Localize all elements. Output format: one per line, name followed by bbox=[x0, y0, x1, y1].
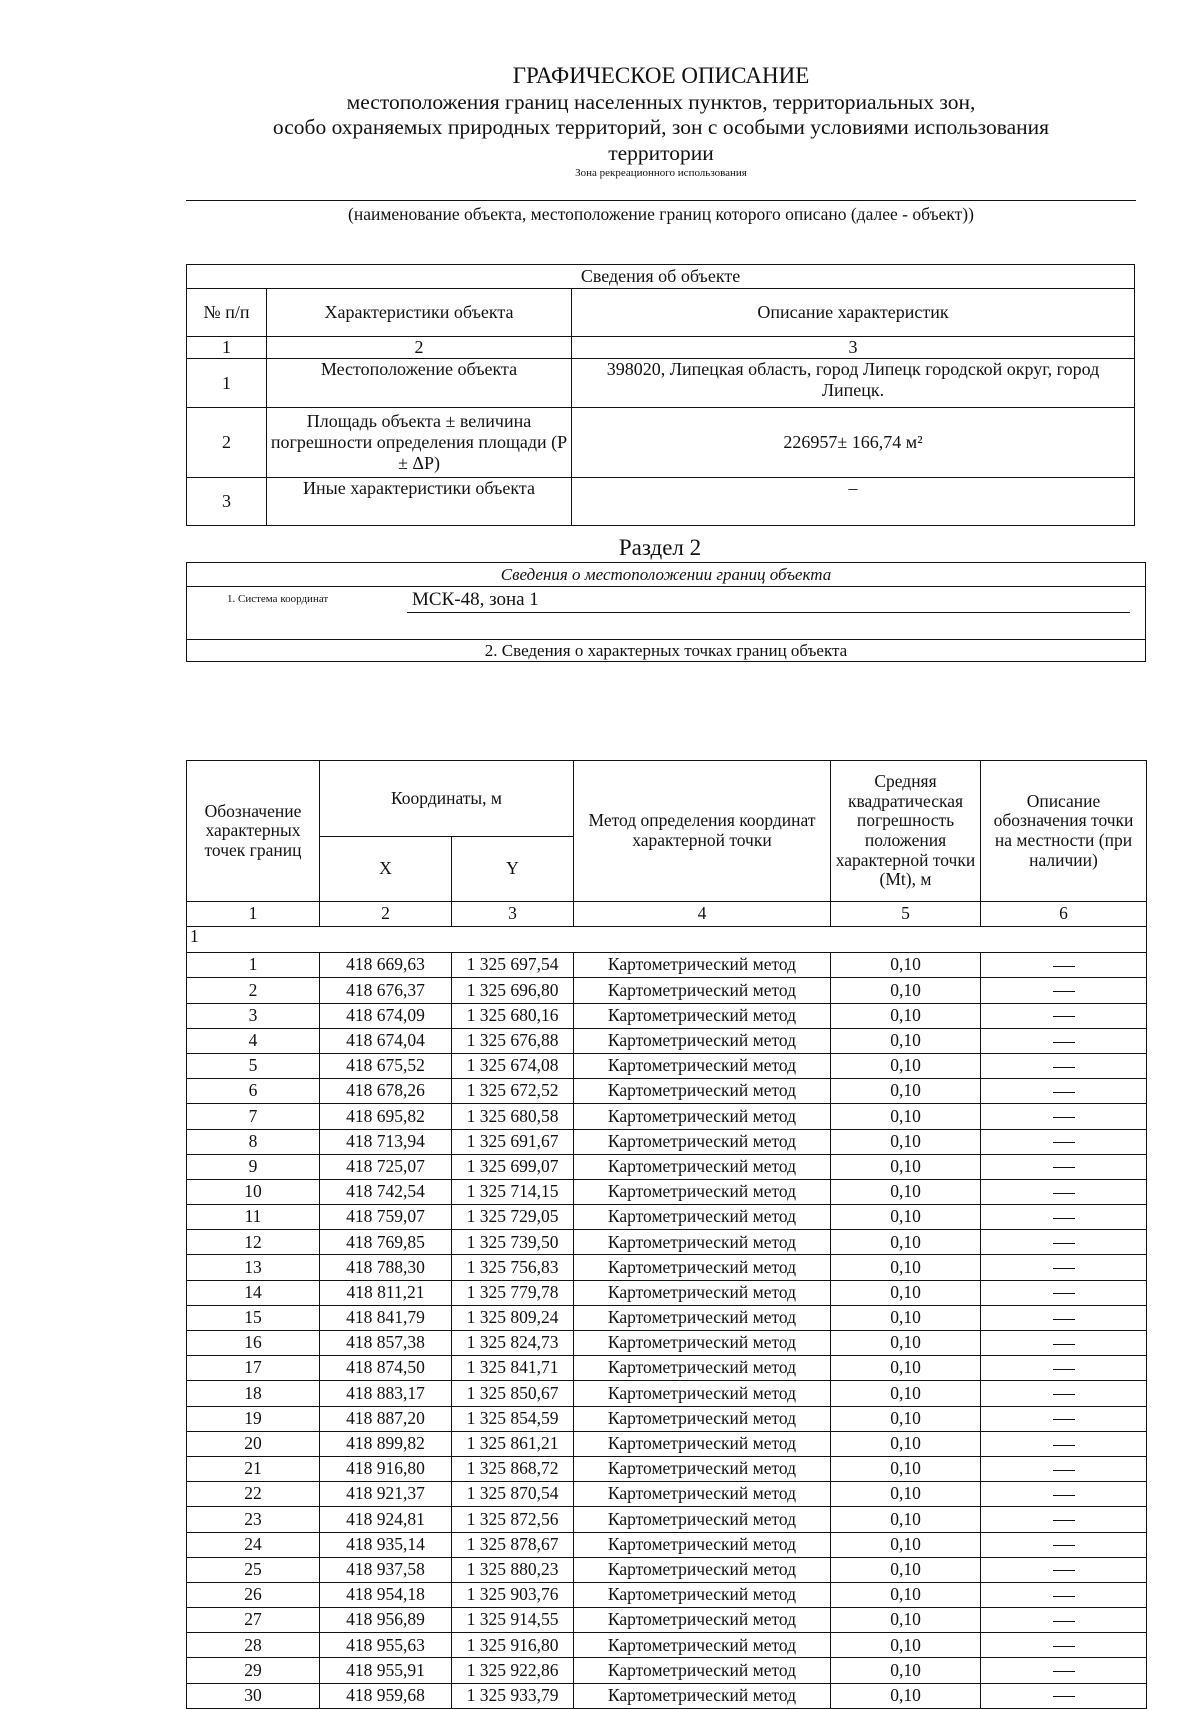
row-characteristic: Местоположение объекта bbox=[267, 359, 572, 408]
error-value: 0,10 bbox=[831, 1255, 981, 1280]
coord-x: 418 924,81 bbox=[320, 1507, 452, 1532]
dash-mark bbox=[1053, 1419, 1075, 1420]
method: Картометрический метод bbox=[574, 1633, 831, 1658]
table-row bbox=[187, 1507, 1147, 1532]
coord-x: 418 742,54 bbox=[320, 1179, 452, 1204]
table-row bbox=[187, 1179, 1147, 1204]
description bbox=[981, 1003, 1147, 1028]
method: Картометрический метод bbox=[574, 1154, 831, 1179]
name-caption: (наименование объекта, местоположение границ которого описано (далее - объект)) bbox=[348, 204, 974, 224]
error-value: 0,10 bbox=[831, 1179, 981, 1204]
method: Картометрический метод bbox=[574, 1053, 831, 1078]
table-row bbox=[187, 1633, 1147, 1658]
table-row bbox=[187, 1028, 1147, 1053]
description bbox=[981, 1658, 1147, 1683]
point-number: 11 bbox=[187, 1205, 320, 1230]
header-method: Метод определения координат характерной точки bbox=[574, 761, 831, 902]
dash-mark bbox=[1053, 1369, 1075, 1370]
error-value: 0,10 bbox=[831, 1456, 981, 1481]
dash-mark bbox=[1053, 1621, 1075, 1622]
dash-mark bbox=[1053, 1570, 1075, 1571]
method: Картометрический метод bbox=[574, 1608, 831, 1633]
row-description: 398020, Липецкая область, город Липецк городской округ, город Липецк. bbox=[572, 359, 1135, 408]
coord-y: 1 325 676,88 bbox=[452, 1028, 574, 1053]
row-number: 1 bbox=[187, 359, 267, 408]
col-index: 4 bbox=[574, 902, 831, 927]
method: Картометрический метод bbox=[574, 1406, 831, 1431]
coord-y: 1 325 868,72 bbox=[452, 1456, 574, 1481]
method: Картометрический метод bbox=[574, 978, 831, 1003]
table-row bbox=[187, 1280, 1147, 1305]
description bbox=[981, 1507, 1147, 1532]
error-value: 0,10 bbox=[831, 953, 981, 978]
point-number: 27 bbox=[187, 1608, 320, 1633]
coord-x: 418 956,89 bbox=[320, 1608, 452, 1633]
col-index: 3 bbox=[452, 902, 574, 927]
dash-mark bbox=[1053, 1042, 1075, 1043]
coord-y: 1 325 850,67 bbox=[452, 1381, 574, 1406]
error-value: 0,10 bbox=[831, 1406, 981, 1431]
col-header-num: № п/п bbox=[187, 289, 267, 337]
header-line-2: особо охраняемых природных территорий, зон с особыми условиями использования bbox=[272, 115, 1050, 140]
method: Картометрический метод bbox=[574, 1482, 831, 1507]
coord-y: 1 325 691,67 bbox=[452, 1129, 574, 1154]
method: Картометрический метод bbox=[574, 1532, 831, 1557]
table-row bbox=[187, 1305, 1147, 1330]
row-description: – bbox=[572, 478, 1135, 526]
error-value: 0,10 bbox=[831, 1205, 981, 1230]
col-index: 1 bbox=[187, 902, 320, 927]
method: Картометрический метод bbox=[574, 1255, 831, 1280]
method: Картометрический метод bbox=[574, 1280, 831, 1305]
description bbox=[981, 1104, 1147, 1129]
dash-mark bbox=[1053, 1545, 1075, 1546]
coordinate-system-underline bbox=[407, 612, 1130, 613]
description bbox=[981, 1179, 1147, 1204]
header-description: Описание обозначения точки на местности (при наличии) bbox=[981, 761, 1147, 902]
dash-mark bbox=[1053, 1671, 1075, 1672]
description bbox=[981, 1532, 1147, 1557]
table-row bbox=[187, 1053, 1147, 1078]
error-value: 0,10 bbox=[831, 1356, 981, 1381]
method: Картометрический метод bbox=[574, 1129, 831, 1154]
coord-x: 418 669,63 bbox=[320, 953, 452, 978]
coord-x: 418 695,82 bbox=[320, 1104, 452, 1129]
method: Картометрический метод bbox=[574, 1003, 831, 1028]
table-row bbox=[187, 1205, 1147, 1230]
section-subtitle: Сведения о местоположении границ объекта bbox=[187, 563, 1146, 587]
dash-mark bbox=[1053, 1142, 1075, 1143]
coord-y: 1 325 714,15 bbox=[452, 1179, 574, 1204]
coordinate-system-row bbox=[187, 587, 1145, 639]
method: Картометрический метод bbox=[574, 1557, 831, 1582]
table-row bbox=[187, 978, 1147, 1003]
error-value: 0,10 bbox=[831, 1582, 981, 1607]
dash-mark bbox=[1053, 1344, 1075, 1345]
coord-x: 418 916,80 bbox=[320, 1456, 452, 1481]
description bbox=[981, 1406, 1147, 1431]
row-number: 3 bbox=[187, 478, 267, 526]
description bbox=[981, 1154, 1147, 1179]
method: Картометрический метод bbox=[574, 1331, 831, 1356]
table-row bbox=[187, 1557, 1147, 1582]
coord-x: 418 676,37 bbox=[320, 978, 452, 1003]
dash-mark bbox=[1053, 1016, 1075, 1017]
error-value: 0,10 bbox=[831, 1381, 981, 1406]
description bbox=[981, 978, 1147, 1003]
dash-mark bbox=[1053, 1167, 1075, 1168]
col-index: 2 bbox=[320, 902, 452, 927]
table-row bbox=[187, 1104, 1147, 1129]
table-row bbox=[187, 1608, 1147, 1633]
col-index: 5 bbox=[831, 902, 981, 927]
dash-mark bbox=[1053, 1520, 1075, 1521]
table-row bbox=[187, 1331, 1147, 1356]
coord-x: 418 937,58 bbox=[320, 1557, 452, 1582]
contour-number: 1 bbox=[187, 927, 1147, 953]
point-number: 25 bbox=[187, 1557, 320, 1582]
error-value: 0,10 bbox=[831, 1532, 981, 1557]
description bbox=[981, 1331, 1147, 1356]
error-value: 0,10 bbox=[831, 1557, 981, 1582]
dash-mark bbox=[1053, 1445, 1075, 1446]
coord-y: 1 325 699,07 bbox=[452, 1154, 574, 1179]
error-value: 0,10 bbox=[831, 1331, 981, 1356]
method: Картометрический метод bbox=[574, 1507, 831, 1532]
error-value: 0,10 bbox=[831, 1028, 981, 1053]
method: Картометрический метод bbox=[574, 1381, 831, 1406]
coord-x: 418 788,30 bbox=[320, 1255, 452, 1280]
row-number: 2 bbox=[187, 408, 267, 478]
error-value: 0,10 bbox=[831, 1658, 981, 1683]
error-value: 0,10 bbox=[831, 1431, 981, 1456]
header-point: Обозначение характерных точек границ bbox=[187, 761, 320, 902]
point-number: 7 bbox=[187, 1104, 320, 1129]
dash-mark bbox=[1053, 1067, 1075, 1068]
dash-mark bbox=[1053, 1394, 1075, 1395]
coord-x: 418 713,94 bbox=[320, 1129, 452, 1154]
coord-x: 418 921,37 bbox=[320, 1482, 452, 1507]
coord-x: 418 759,07 bbox=[320, 1205, 452, 1230]
coord-y: 1 325 933,79 bbox=[452, 1683, 574, 1708]
coord-y: 1 325 841,71 bbox=[452, 1356, 574, 1381]
coord-y: 1 325 680,58 bbox=[452, 1104, 574, 1129]
error-value: 0,10 bbox=[831, 1154, 981, 1179]
coord-y: 1 325 903,76 bbox=[452, 1582, 574, 1607]
table-row bbox=[187, 1356, 1147, 1381]
point-number: 13 bbox=[187, 1255, 320, 1280]
error-value: 0,10 bbox=[831, 1104, 981, 1129]
error-value: 0,10 bbox=[831, 1003, 981, 1028]
object-name: Зона рекреационного использования bbox=[575, 166, 747, 179]
point-number: 22 bbox=[187, 1482, 320, 1507]
description bbox=[981, 1456, 1147, 1481]
dash-mark bbox=[1053, 1596, 1075, 1597]
description bbox=[981, 1582, 1147, 1607]
points-table bbox=[186, 760, 1147, 1709]
table-row bbox=[187, 1431, 1147, 1456]
method: Картометрический метод bbox=[574, 1582, 831, 1607]
coord-x: 418 769,85 bbox=[320, 1230, 452, 1255]
error-value: 0,10 bbox=[831, 978, 981, 1003]
point-number: 15 bbox=[187, 1305, 320, 1330]
coord-x: 418 841,79 bbox=[320, 1305, 452, 1330]
method: Картометрический метод bbox=[574, 1305, 831, 1330]
header-line-1: местоположения границ населенных пунктов, территориальных зон, bbox=[346, 89, 976, 114]
description bbox=[981, 953, 1147, 978]
coord-y: 1 325 878,67 bbox=[452, 1532, 574, 1557]
dash-mark bbox=[1053, 991, 1075, 992]
header-line-3: территории bbox=[608, 141, 714, 166]
coord-y: 1 325 674,08 bbox=[452, 1053, 574, 1078]
description bbox=[981, 1205, 1147, 1230]
description bbox=[981, 1356, 1147, 1381]
description bbox=[981, 1028, 1147, 1053]
error-value: 0,10 bbox=[831, 1280, 981, 1305]
coord-y: 1 325 696,80 bbox=[452, 978, 574, 1003]
dash-mark bbox=[1053, 966, 1075, 967]
object-table-title: Сведения об объекте bbox=[187, 265, 1135, 289]
description bbox=[981, 1608, 1147, 1633]
method: Картометрический метод bbox=[574, 1456, 831, 1481]
point-number: 9 bbox=[187, 1154, 320, 1179]
row-characteristic: Площадь объекта ± величина погрешности определения площади (P ± ΔP) bbox=[267, 408, 572, 478]
coord-x: 418 935,14 bbox=[320, 1532, 452, 1557]
point-number: 24 bbox=[187, 1532, 320, 1557]
dash-mark bbox=[1053, 1092, 1075, 1093]
coord-x: 418 954,18 bbox=[320, 1582, 452, 1607]
description bbox=[981, 1129, 1147, 1154]
coord-x: 418 674,04 bbox=[320, 1028, 452, 1053]
point-number: 23 bbox=[187, 1507, 320, 1532]
method: Картометрический метод bbox=[574, 1079, 831, 1104]
table-row bbox=[187, 1230, 1147, 1255]
point-number: 2 bbox=[187, 978, 320, 1003]
table-row bbox=[187, 1532, 1147, 1557]
table-row bbox=[187, 1456, 1147, 1481]
dash-mark bbox=[1053, 1319, 1075, 1320]
table-row bbox=[187, 1406, 1147, 1431]
description bbox=[981, 1305, 1147, 1330]
table-row bbox=[187, 1255, 1147, 1280]
col-header-desc: Описание характеристик bbox=[572, 289, 1135, 337]
method: Картометрический метод bbox=[574, 1658, 831, 1683]
coordinate-system-table bbox=[186, 562, 1146, 662]
point-number: 16 bbox=[187, 1331, 320, 1356]
col-index: 1 bbox=[187, 337, 267, 359]
description bbox=[981, 1633, 1147, 1658]
error-value: 0,10 bbox=[831, 1633, 981, 1658]
coord-y: 1 325 880,23 bbox=[452, 1557, 574, 1582]
description bbox=[981, 1053, 1147, 1078]
table-row bbox=[187, 1129, 1147, 1154]
name-underline bbox=[186, 200, 1136, 201]
method: Картометрический метод bbox=[574, 1104, 831, 1129]
header-x: X bbox=[320, 837, 452, 902]
dash-mark bbox=[1053, 1243, 1075, 1244]
description bbox=[981, 1230, 1147, 1255]
method: Картометрический метод bbox=[574, 1028, 831, 1053]
coord-y: 1 325 672,52 bbox=[452, 1079, 574, 1104]
point-number: 19 bbox=[187, 1406, 320, 1431]
description bbox=[981, 1557, 1147, 1582]
coord-x: 418 874,50 bbox=[320, 1356, 452, 1381]
error-value: 0,10 bbox=[831, 1608, 981, 1633]
header-y: Y bbox=[452, 837, 574, 902]
dash-mark bbox=[1053, 1117, 1075, 1118]
description bbox=[981, 1255, 1147, 1280]
coord-y: 1 325 861,21 bbox=[452, 1431, 574, 1456]
point-number: 28 bbox=[187, 1633, 320, 1658]
header-error: Средняя квадратическая погрешность положения характерной точки (Mt), м bbox=[831, 761, 981, 902]
point-number: 21 bbox=[187, 1456, 320, 1481]
table-row bbox=[187, 1079, 1147, 1104]
dash-mark bbox=[1053, 1218, 1075, 1219]
section-title: Раздел 2 bbox=[618, 535, 702, 560]
table-row bbox=[187, 1003, 1147, 1028]
coord-x: 418 725,07 bbox=[320, 1154, 452, 1179]
error-value: 0,10 bbox=[831, 1305, 981, 1330]
coord-y: 1 325 809,24 bbox=[452, 1305, 574, 1330]
coord-y: 1 325 779,78 bbox=[452, 1280, 574, 1305]
col-index: 6 bbox=[981, 902, 1147, 927]
header-coordinates: Координаты, м bbox=[320, 761, 574, 837]
description bbox=[981, 1381, 1147, 1406]
error-value: 0,10 bbox=[831, 1507, 981, 1532]
dash-mark bbox=[1053, 1268, 1075, 1269]
coord-y: 1 325 739,50 bbox=[452, 1230, 574, 1255]
description bbox=[981, 1431, 1147, 1456]
row-characteristic: Иные характеристики объекта bbox=[267, 478, 572, 526]
dash-mark bbox=[1053, 1293, 1075, 1294]
method: Картометрический метод bbox=[574, 1205, 831, 1230]
coord-x: 418 883,17 bbox=[320, 1381, 452, 1406]
coord-y: 1 325 729,05 bbox=[452, 1205, 574, 1230]
error-value: 0,10 bbox=[831, 1482, 981, 1507]
point-number: 1 bbox=[187, 953, 320, 978]
description bbox=[981, 1079, 1147, 1104]
coord-y: 1 325 854,59 bbox=[452, 1406, 574, 1431]
row-description: 226957± 166,74 м² bbox=[572, 408, 1135, 478]
method: Картометрический метод bbox=[574, 1683, 831, 1708]
coord-y: 1 325 756,83 bbox=[452, 1255, 574, 1280]
points-table-body bbox=[187, 953, 1147, 1709]
point-number: 29 bbox=[187, 1658, 320, 1683]
coord-y: 1 325 922,86 bbox=[452, 1658, 574, 1683]
dash-mark bbox=[1053, 1495, 1075, 1496]
coord-y: 1 325 914,55 bbox=[452, 1608, 574, 1633]
coord-x: 418 959,68 bbox=[320, 1683, 452, 1708]
point-number: 18 bbox=[187, 1381, 320, 1406]
error-value: 0,10 bbox=[831, 1683, 981, 1708]
coord-y: 1 325 697,54 bbox=[452, 953, 574, 978]
error-value: 0,10 bbox=[831, 1053, 981, 1078]
point-number: 8 bbox=[187, 1129, 320, 1154]
method: Картометрический метод bbox=[574, 1431, 831, 1456]
coord-x: 418 811,21 bbox=[320, 1280, 452, 1305]
coord-x: 418 678,26 bbox=[320, 1079, 452, 1104]
description bbox=[981, 1280, 1147, 1305]
table-row bbox=[187, 1658, 1147, 1683]
error-value: 0,10 bbox=[831, 1079, 981, 1104]
coord-y: 1 325 680,16 bbox=[452, 1003, 574, 1028]
point-number: 20 bbox=[187, 1431, 320, 1456]
coord-x: 418 857,38 bbox=[320, 1331, 452, 1356]
coord-x: 418 674,09 bbox=[320, 1003, 452, 1028]
table-row bbox=[187, 953, 1147, 978]
point-number: 6 bbox=[187, 1079, 320, 1104]
method: Картометрический метод bbox=[574, 953, 831, 978]
coord-y: 1 325 870,54 bbox=[452, 1482, 574, 1507]
object-info-table bbox=[186, 264, 1135, 526]
coord-x: 418 675,52 bbox=[320, 1053, 452, 1078]
col-header-char: Характеристики объекта bbox=[267, 289, 572, 337]
point-number: 10 bbox=[187, 1179, 320, 1204]
coord-x: 418 955,91 bbox=[320, 1658, 452, 1683]
point-number: 14 bbox=[187, 1280, 320, 1305]
error-value: 0,10 bbox=[831, 1230, 981, 1255]
coord-x: 418 955,63 bbox=[320, 1633, 452, 1658]
document-header bbox=[186, 62, 1136, 180]
point-number: 26 bbox=[187, 1582, 320, 1607]
coord-y: 1 325 872,56 bbox=[452, 1507, 574, 1532]
description bbox=[981, 1683, 1147, 1708]
point-number: 4 bbox=[187, 1028, 320, 1053]
table-row bbox=[187, 1482, 1147, 1507]
coord-x: 418 887,20 bbox=[320, 1406, 452, 1431]
method: Картометрический метод bbox=[574, 1179, 831, 1204]
coord-x: 418 899,82 bbox=[320, 1431, 452, 1456]
coordinate-system-value: МСК-48, зона 1 bbox=[412, 589, 539, 610]
point-number: 30 bbox=[187, 1683, 320, 1708]
error-value: 0,10 bbox=[831, 1129, 981, 1154]
point-number: 5 bbox=[187, 1053, 320, 1078]
dash-mark bbox=[1053, 1193, 1075, 1194]
description bbox=[981, 1482, 1147, 1507]
col-index: 2 bbox=[267, 337, 572, 359]
coord-y: 1 325 916,80 bbox=[452, 1633, 574, 1658]
table-row bbox=[187, 1381, 1147, 1406]
point-number: 17 bbox=[187, 1356, 320, 1381]
col-index: 3 bbox=[572, 337, 1135, 359]
point-number: 12 bbox=[187, 1230, 320, 1255]
table-row bbox=[187, 1154, 1147, 1179]
point-number: 3 bbox=[187, 1003, 320, 1028]
dash-mark bbox=[1053, 1646, 1075, 1647]
method: Картометрический метод bbox=[574, 1230, 831, 1255]
document-title: ГРАФИЧЕСКОЕ ОПИСАНИЕ bbox=[512, 63, 810, 88]
table-row bbox=[187, 1683, 1147, 1708]
coordinate-system-label: 1. Система координат bbox=[227, 593, 329, 605]
coord-y: 1 325 824,73 bbox=[452, 1331, 574, 1356]
table-row bbox=[187, 1582, 1147, 1607]
method: Картометрический метод bbox=[574, 1356, 831, 1381]
dash-mark bbox=[1053, 1470, 1075, 1471]
points-title: 2. Сведения о характерных точках границ объекта bbox=[187, 640, 1146, 662]
